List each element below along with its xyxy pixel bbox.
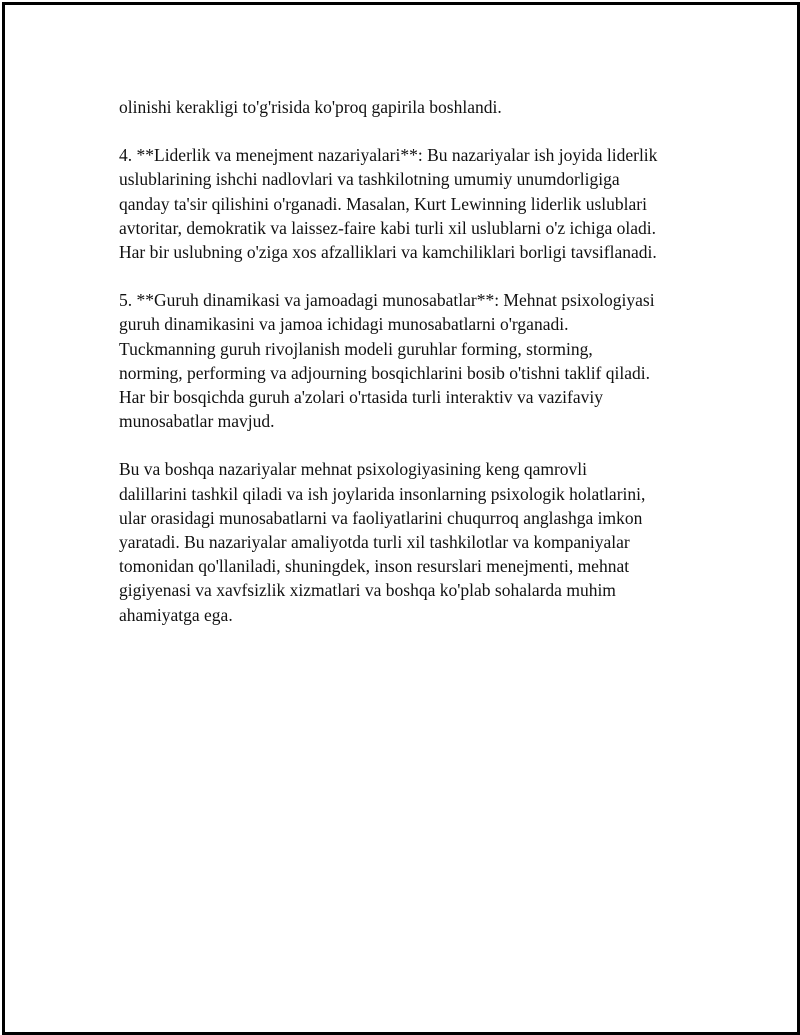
paragraph-conclusion xyxy=(119,457,719,626)
text-line: Har bir bosqichda guruh a'zolari o'rtasida turli interaktiv va vazifaviy xyxy=(119,387,603,408)
page-frame xyxy=(2,2,800,1035)
text-line: uslublarining ishchi nadlovlari va tashkilotning umumiy unumdorligiga xyxy=(119,169,620,190)
text-line: dalillarini tashkil qiladi va ish joylarida insonlarning psixologik holatlarini, xyxy=(119,483,646,504)
text-line: ahamiyatga ega. xyxy=(119,604,233,625)
text-line: Bu va boshqa nazariyalar mehnat psixologiyasining keng qamrovli xyxy=(119,459,588,480)
text-line: ular orasidagi munosabatlarni va faoliyatlarini chuqurroq anglashga imkon xyxy=(119,507,643,528)
text-line: 4. **Liderlik va menejment nazariyalari**: Bu nazariyalar ish joyida liderlik xyxy=(119,145,658,166)
text-line: 5. **Guruh dinamikasi va jamoadagi munosabatlar**: Mehnat psixologiyasi xyxy=(119,290,655,311)
text-line: munosabatlar mavjud. xyxy=(119,411,275,432)
text-line: Har bir uslubning o'ziga xos afzalliklari va kamchiliklari borligi tavsiflanadi. xyxy=(119,242,657,263)
paragraph-group-dynamics xyxy=(119,288,719,433)
paragraph-leadership-theories xyxy=(119,143,719,264)
text-line: yaratadi. Bu nazariyalar amaliyotda turli xil tashkilotlar va kompaniyalar xyxy=(119,532,630,553)
text-line: olinishi kerakligi to'g'risida ko'proq gapirila boshlandi. xyxy=(119,97,502,117)
text-line: qanday ta'sir qilishini o'rganadi. Masalan, Kurt Lewinning liderlik uslublari xyxy=(119,193,647,214)
text-line: gigiyenasi va xavfsizlik xizmatlari va boshqa ko'plab sohalarda muhim xyxy=(119,580,616,601)
text-line: avtoritar, demokratik va laissez-faire kabi turli xil uslublarni o'z ichiga oladi. xyxy=(119,217,656,238)
text-line: norming, performing va adjourning bosqichlarini bosib o'tishni taklif qiladi. xyxy=(119,362,650,383)
paragraph-continuation xyxy=(119,95,719,119)
text-line: Tuckmanning guruh rivojlanish modeli guruhlar forming, storming, xyxy=(119,338,593,359)
text-line: guruh dinamikasini va jamoa ichidagi munosabatlarni o'rganadi. xyxy=(119,314,569,335)
document-body xyxy=(119,95,719,651)
text-line: tomonidan qo'llaniladi, shuningdek, inson resurslari menejmenti, mehnat xyxy=(119,556,630,577)
